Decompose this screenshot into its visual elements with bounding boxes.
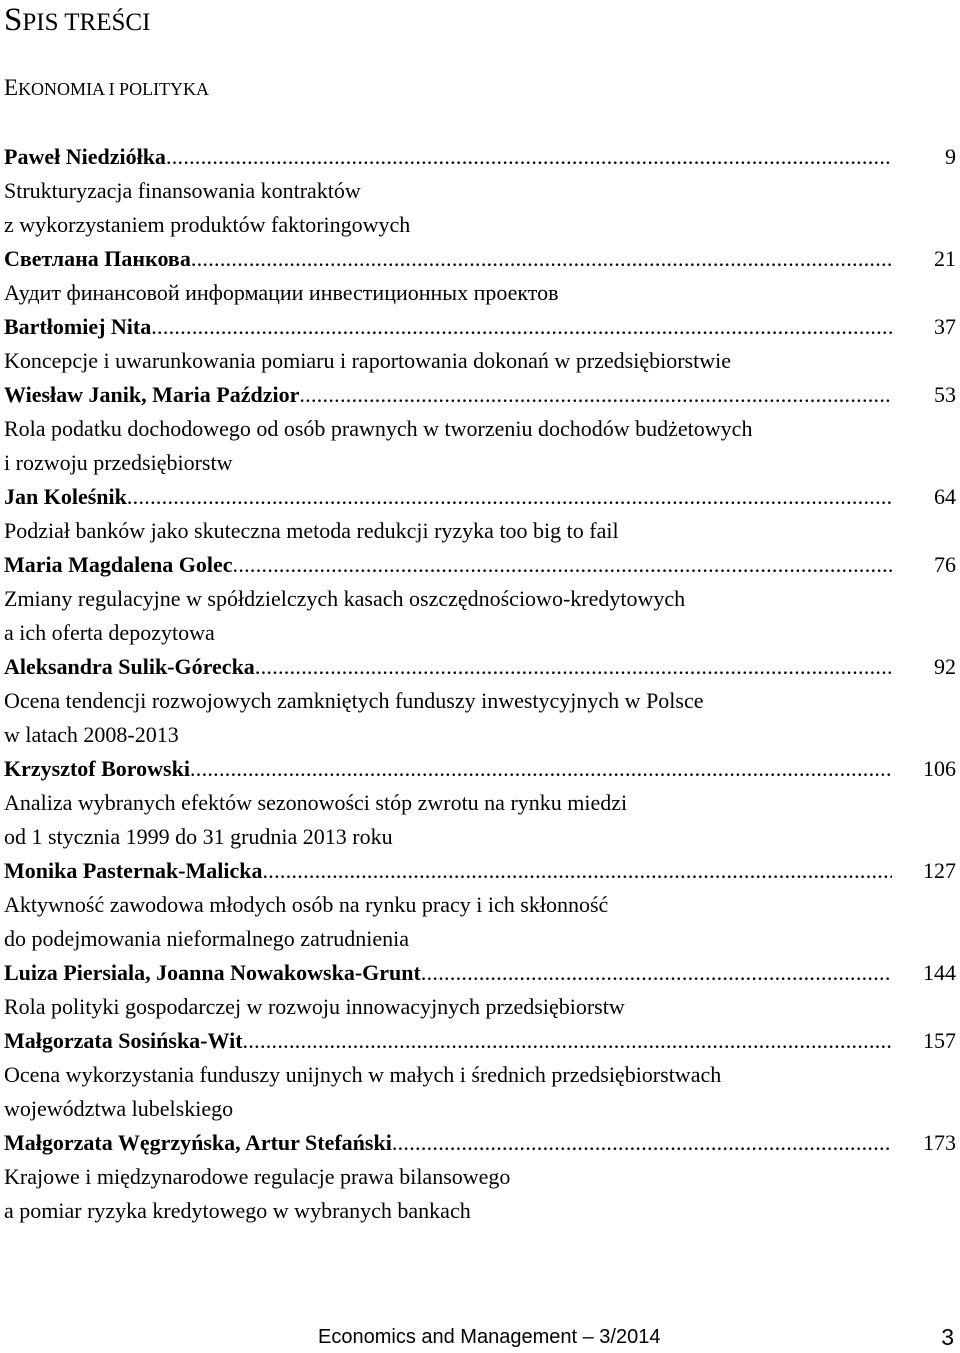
- toc-author-leader: [4, 854, 892, 888]
- toc-entry: [4, 242, 956, 310]
- page-footer: [0, 1322, 960, 1352]
- toc-entry: [4, 1024, 956, 1126]
- toc-author-leader: [4, 752, 892, 786]
- toc-author: Małgorzata Węgrzyńska, Artur Stefański: [4, 1130, 392, 1155]
- toc-page-number: 144: [923, 960, 956, 985]
- toc-author-line: [4, 956, 956, 990]
- toc-author-leader: [4, 956, 892, 990]
- toc-article-title: Rola podatku dochodowego od osób prawnych w tworzeniu dochodów budżetowych: [4, 416, 753, 441]
- toc-entry: [4, 956, 956, 1024]
- toc-article-title: Krajowe i międzynarodowe regulacje prawa bilansowego: [4, 1164, 511, 1189]
- toc-author: Maria Magdalena Golec: [4, 552, 233, 577]
- toc-entry: [4, 310, 956, 378]
- toc-article-title: Koncepcje i uwarunkowania pomiaru i raportowania dokonań w przedsiębiorstwie: [4, 348, 731, 373]
- toc-article-title: Analiza wybranych efektów sezonowości stóp zwrotu na rynku miedzi: [4, 790, 628, 815]
- toc-author-leader: [4, 1024, 892, 1058]
- toc-article-title: w latach 2008-2013: [4, 722, 179, 747]
- toc-author: Luiza Piersiala, Joanna Nowakowska-Grunt: [4, 960, 421, 985]
- toc-page-number: 76: [934, 552, 956, 577]
- toc-page-number: 173: [923, 1130, 956, 1155]
- toc-entry: [4, 650, 956, 752]
- toc-article-title: Podział banków jako skuteczna metoda redukcji ryzyka too big to fail: [4, 518, 619, 543]
- toc-article-title: a pomiar ryzyka kredytowego w wybranych bankach: [4, 1198, 471, 1223]
- toc-author-line: [4, 242, 956, 276]
- toc-page-number: 9: [945, 144, 956, 169]
- toc-author-leader: [4, 140, 892, 174]
- section-heading: [4, 72, 209, 105]
- page-title-initial: S: [4, 2, 23, 38]
- toc-page-number: 53: [934, 382, 956, 407]
- toc-article-title: Zmiany regulacyjne w spółdzielczych kasach oszczędnościowo-kredytowych: [4, 586, 686, 611]
- toc-author-line: [4, 752, 956, 786]
- toc-author: Wiesław Janik, Maria Paździor: [4, 382, 300, 407]
- toc-author-leader: [4, 548, 892, 582]
- toc-page-number: 64: [934, 484, 956, 509]
- section-heading-initial: E: [4, 75, 19, 100]
- toc-page-number: 21: [934, 246, 956, 271]
- footer-journal: Economics and Management – 3/2014: [318, 1326, 661, 1348]
- toc-article-title: i rozwoju przedsiębiorstw: [4, 450, 233, 475]
- toc-author-line: [4, 310, 956, 344]
- toc-entry: [4, 548, 956, 650]
- toc-author: Paweł Niedziółka: [4, 144, 166, 169]
- toc-author-line: [4, 1126, 956, 1160]
- toc-author-line: [4, 548, 956, 582]
- toc-author-leader: [4, 1126, 892, 1160]
- toc-entry: [4, 140, 956, 242]
- toc-entry: [4, 752, 956, 854]
- toc-author-line: [4, 140, 956, 174]
- page-title: [4, 0, 150, 43]
- toc-author-line: [4, 480, 956, 514]
- toc-article-title: Ocena tendencji rozwojowych zamkniętych funduszy inwestycyjnych w Polsce: [4, 688, 704, 713]
- page-title-rest: PIS TREŚCI: [22, 9, 151, 36]
- section-heading-rest: KONOMIA I POLITYKA: [18, 79, 210, 99]
- toc-author-leader: [4, 242, 892, 276]
- toc-author: Bartłomiej Nita: [4, 314, 152, 339]
- toc-article-title: Ocena wykorzystania funduszy unijnych w małych i średnich przedsiębiorstwach: [4, 1062, 722, 1087]
- toc-author: Małgorzata Sosińska-Wit: [4, 1028, 243, 1053]
- toc-author-line: [4, 1024, 956, 1058]
- toc-article-title: województwa lubelskiego: [4, 1096, 234, 1121]
- toc-page-number: 127: [923, 858, 956, 883]
- toc-author-line: [4, 650, 956, 684]
- toc-author: Aleksandra Sulik-Górecka: [4, 654, 255, 679]
- toc-page-number: 106: [923, 756, 956, 781]
- toc-author: Светлана Панкова: [4, 246, 191, 271]
- toc-page-number: 157: [923, 1028, 956, 1053]
- toc-author: Krzysztof Borowski: [4, 756, 190, 781]
- toc-author-leader: [4, 378, 892, 412]
- toc-entry: [4, 378, 956, 480]
- toc-article-title: Aktywność zawodowa młodych osób na rynku pracy i ich skłonność: [4, 892, 609, 917]
- toc-author-line: [4, 854, 956, 888]
- toc-author-leader: [4, 310, 892, 344]
- toc-author-line: [4, 378, 956, 412]
- toc-article-title: a ich oferta depozytowa: [4, 620, 215, 645]
- toc-article-title: od 1 stycznia 1999 do 31 grudnia 2013 roku: [4, 824, 393, 849]
- toc-article-title: do podejmowania nieformalnego zatrudnienia: [4, 926, 410, 951]
- toc-author: Monika Pasternak-Malicka: [4, 858, 263, 883]
- toc-entry: [4, 480, 956, 548]
- toc-article-title: Strukturyzacja finansowania kontraktów: [4, 178, 361, 203]
- toc-author-leader: [4, 480, 892, 514]
- table-of-contents: [4, 140, 956, 1228]
- toc-page-number: 37: [934, 314, 956, 339]
- toc-article-title: Rola polityki gospodarczej w rozwoju innowacyjnych przedsiębiorstw: [4, 994, 625, 1019]
- footer-page-number: 3: [941, 1324, 954, 1350]
- toc-page-number: 92: [934, 654, 956, 679]
- toc-entry: [4, 1126, 956, 1228]
- toc-author: Jan Koleśnik: [4, 484, 127, 509]
- toc-article-title: Аудит финансовой информации инвестиционных проектов: [4, 280, 559, 305]
- toc-entry: [4, 854, 956, 956]
- toc-article-title: z wykorzystaniem produktów faktoringowych: [4, 212, 411, 237]
- toc-author-leader: [4, 650, 892, 684]
